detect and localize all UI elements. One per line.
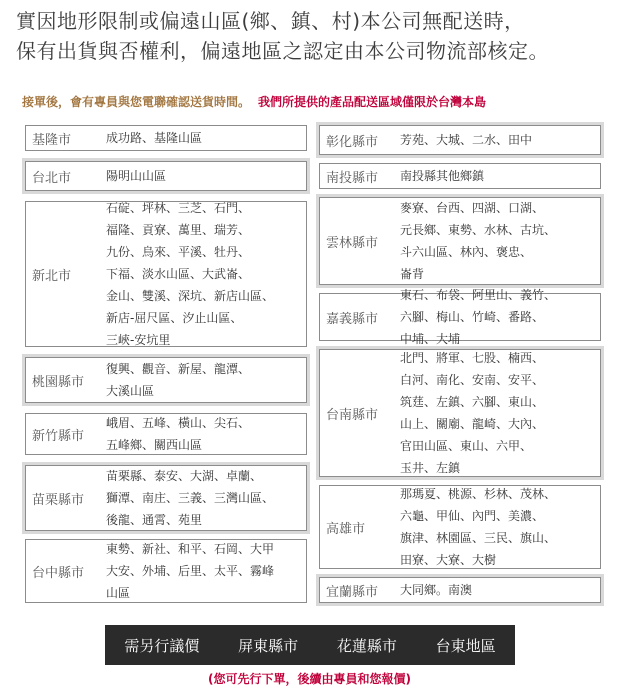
region-towns: 大同鄉。南澳: [400, 583, 473, 597]
notice: [22, 93, 619, 110]
region-towns: 峨眉、五峰、橫山、尖石、 五峰鄉、關西山區: [106, 416, 251, 452]
region-name: 彰化縣市: [326, 134, 379, 150]
region-name: 台南縣市: [326, 407, 379, 423]
notice-area-text: 我們所提供的產品配送區域僅限於台灣本島: [258, 95, 487, 109]
region-name: 宜蘭縣市: [326, 584, 379, 600]
region-towns: 北門、將軍、七股、楠西、 白河、南化、安南、安平、 筑莛、左鎮、六腳、東山、 山上、關廟、龍崎、大內、 官田山區、東山、六甲、 玉井、左鎮: [400, 351, 545, 475]
bar-hualien: 花蓮縣市: [336, 636, 397, 655]
region-towns: 那瑪夏、桃源、杉林、茂林、 六龜、甲仙、內門、美濃、 旗津、林園區、三民、旗山、 田寮、大寮、大樹: [400, 487, 557, 567]
footer-note: (您可先行下單，後續由專員和您報價): [208, 672, 411, 686]
bar-taitung: 台東地區: [435, 636, 496, 655]
region-towns: 芳苑、大城、二水、田中: [400, 133, 533, 147]
region-name: 嘉義縣市: [326, 311, 379, 327]
region-row-miaoli: [22, 462, 310, 534]
region-name: 新北市: [32, 268, 72, 284]
title: [16, 6, 616, 66]
region-row-yunlin: [316, 194, 604, 288]
title-line-2: 保有出貨與否權利，偏遠地區之認定由本公司物流部核定。: [16, 39, 549, 63]
region-name: 桃園縣市: [32, 374, 85, 390]
region-row-keelung: [22, 122, 310, 154]
region-name: 新竹縣市: [32, 428, 85, 444]
bar-negotiate-label: 需另行議價: [124, 636, 200, 655]
region-name: 雲林縣市: [326, 235, 379, 251]
region-row-nantou: [316, 160, 604, 192]
region-row-changhua: [316, 122, 604, 158]
region-name: 南投縣市: [326, 170, 379, 186]
region-name: 高雄市: [326, 521, 366, 537]
region-towns: 東石、布袋、阿里山、義竹、 六腳、梅山、竹崎、番路、 中埔、大埔: [400, 288, 557, 346]
region-row-taipei: [22, 158, 310, 194]
region-name: 基隆市: [32, 132, 72, 148]
region-towns: 陽明山山區: [106, 169, 167, 183]
region-name: 苗栗縣市: [32, 492, 85, 508]
region-towns: 石碇、坪林、三芝、石門、 福隆、貢寮、萬里、瑞芳、 九份、烏來、平溪、牡丹、 下福、淡水山區、大武崙、 金山、雙溪、深坑、新店山區、 新店-屈尺區、汐止山區、 三峽-安坑里: [106, 201, 275, 347]
region-towns: 復興、觀音、新屋、龍潭、 大溪山區: [106, 362, 251, 398]
region-name: 台北市: [32, 170, 72, 186]
region-row-hsinchu: [22, 410, 310, 458]
region-row-taichung: [22, 536, 310, 606]
region-towns: 南投縣其他鄉鎮: [400, 169, 485, 183]
notice-contact-text: 接單後，會有專員與您電聯確認送貨時間。: [22, 95, 251, 109]
region-row-tainan: [316, 346, 604, 480]
region-row-yilan: [316, 574, 604, 606]
region-towns: 麥寮、台西、四湖、口湖、 元長鄉、東勢、水林、古坑、 斗六山區、林內、褒忠、 崙背: [400, 201, 557, 281]
bar-pingtung: 屏東縣市: [238, 636, 299, 655]
region-row-new-taipei: [22, 198, 310, 350]
title-line-1: 實因地形限制或偏遠山區(鄉、鎮、村)本公司無配送時，: [16, 9, 525, 33]
region-towns: 東勢、新社、和平、石岡、大甲 大安、外埔、后里、太平、霧峰 山區: [106, 542, 275, 600]
region-row-taoyuan: [22, 354, 310, 406]
region-towns: 苗栗縣、泰安、大湖、卓蘭、 獅潭、南庄、三義、三灣山區、 後龍、通霄、苑里: [106, 469, 275, 527]
region-row-kaohsiung: [316, 482, 604, 572]
region-towns: 成功路、基隆山區: [106, 131, 203, 145]
region-row-chiayi: [316, 290, 604, 344]
region-name: 台中縣市: [32, 565, 85, 581]
negotiation-bar: [105, 625, 515, 665]
